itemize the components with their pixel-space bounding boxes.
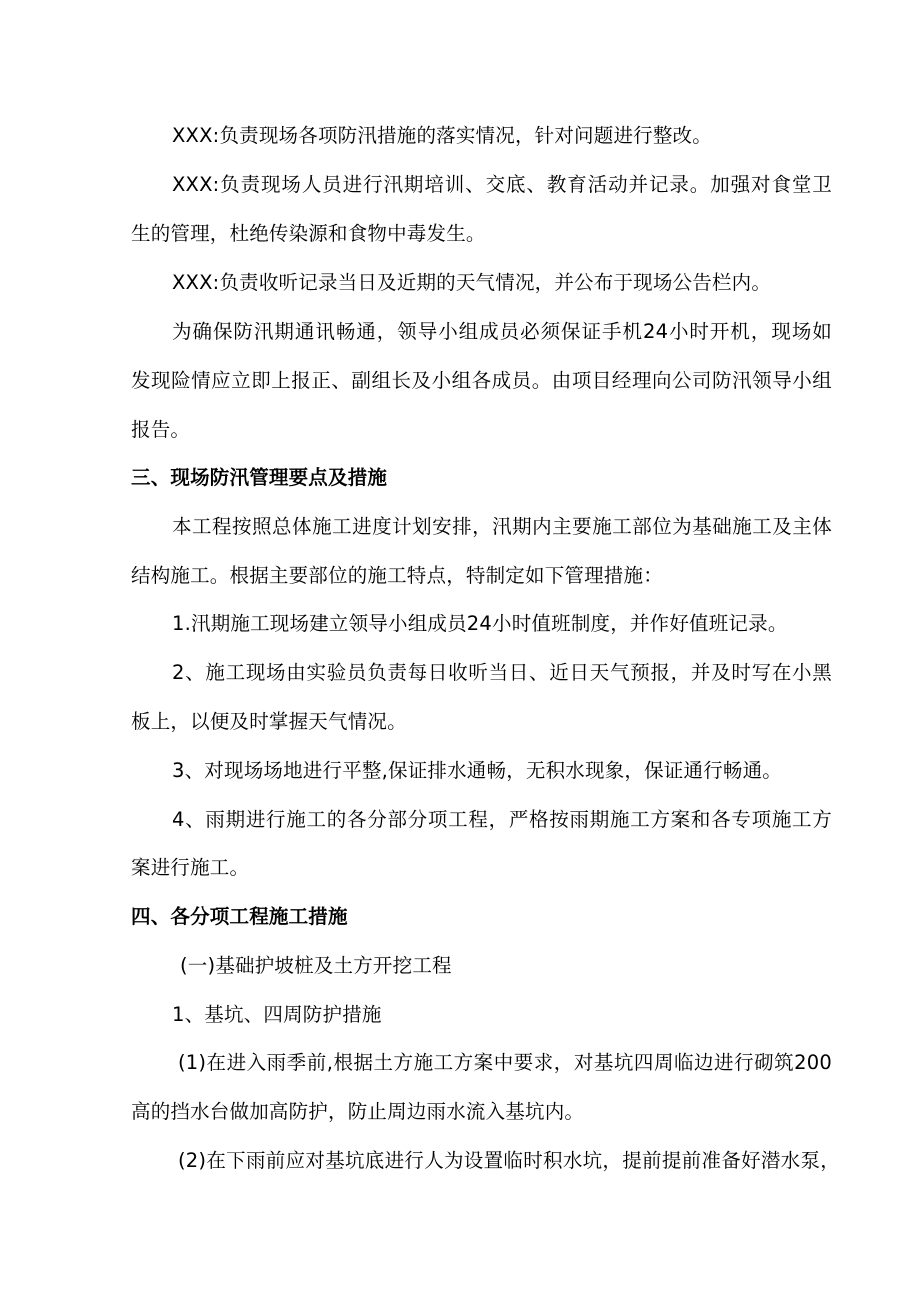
text-line: 3、对现场场地进行平整,保证排水通畅，无积水现象，保证通行畅通。 xyxy=(172,759,783,782)
text-line: 发现险情应立即上报正、副组长及小组各成员。由项目经理向公司防汛领导小组 xyxy=(131,369,832,392)
text-line: 板上，以便及时掌握天气情况。 xyxy=(131,710,407,733)
text-line: 本工程按照总体施工进度计划安排，汛期内主要施工部位为基础施工及主体 xyxy=(172,515,832,538)
text-line: 案进行施工。 xyxy=(131,856,250,879)
subsection-heading: (一)基础护坡桩及土方开挖工程 xyxy=(180,954,452,977)
text-line: 2、施工现场由实验员负责每日收听当日、近日天气预报，并及时写在小黑 xyxy=(172,661,832,684)
text-line: 为确保防汛期通讯畅通，领导小组成员必须保证手机24小时开机，现场如 xyxy=(172,320,832,343)
text-line: 1、基坑、四周防护措施 xyxy=(172,1003,382,1026)
text-line: XXX:负责现场各项防汛措施的落实情况，针对问题进行整改。 xyxy=(172,124,712,147)
text-line: XXX:负责收听记录当日及近期的天气情况，并公布于现场公告栏内。 xyxy=(172,271,772,294)
text-line: 1.汛期施工现场建立领导小组成员24小时值班制度，并作好值班记录。 xyxy=(172,612,788,635)
text-line: 生的管理，杜绝传染源和食物中毒发生。 xyxy=(131,222,486,245)
text-line: 报告。 xyxy=(131,418,191,441)
text-line: XXX:负责现场人员进行汛期培训、交底、教育活动并记录。加强对食堂卫 xyxy=(172,173,832,196)
text-line: 高的挡水台做加高防护，防止周边雨水流入基坑内。 xyxy=(131,1100,585,1123)
text-line: 4、雨期进行施工的各分部分项工程，严格按雨期施工方案和各专项施工方 xyxy=(172,808,832,831)
section-heading: 四、各分项工程施工措施 xyxy=(131,905,348,928)
text-line: 结构施工。根据主要部位的施工特点，特制定如下管理措施： xyxy=(131,564,663,587)
section-heading: 三、现场防汛管理要点及措施 xyxy=(131,466,388,489)
text-line: (2)在下雨前应对基坑底进行人为设置临时积水坑，提前提前准备好潜水泵， xyxy=(178,1149,840,1172)
text-line: (1)在进入雨季前,根据土方施工方案中要求，对基坑四周临边进行砌筑200 xyxy=(178,1051,832,1074)
